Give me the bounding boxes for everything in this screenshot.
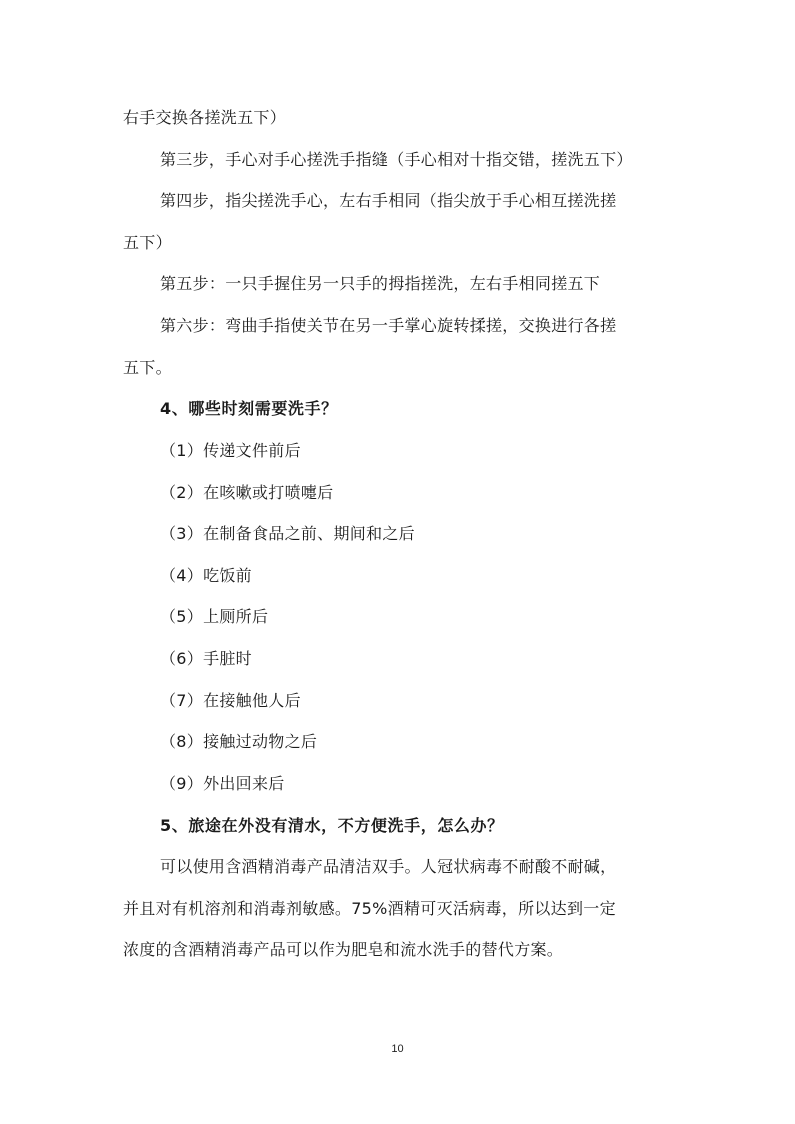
list-item: （3）在制备食品之前、期间和之后 bbox=[160, 524, 415, 543]
section5-heading: 5、旅途在外没有清水，不方便洗手，怎么办？ bbox=[160, 816, 504, 835]
list-item: （7）在接触他人后 bbox=[160, 691, 301, 710]
list-item: （8）接触过动物之后 bbox=[160, 732, 318, 751]
list-item: （5）上厕所后 bbox=[160, 607, 269, 626]
step6-continuation: 五下。 bbox=[123, 358, 172, 377]
step2-continuation: 右手交换各搓洗五下） bbox=[123, 108, 287, 127]
list-item: （9）外出回来后 bbox=[160, 774, 285, 793]
list-item: （6）手脏时 bbox=[160, 649, 252, 668]
list-item: （2）在咳嗽或打喷嚏后 bbox=[160, 483, 334, 502]
step5-text: 第五步：一只手握住另一只手的拇指搓洗，左右手相同搓五下 bbox=[160, 274, 601, 293]
step4-text: 第四步，指尖搓洗手心，左右手相同（指尖放于手心相互搓洗搓 bbox=[160, 191, 617, 210]
list-item: （1）传递文件前后 bbox=[160, 441, 301, 460]
page-number: 10 bbox=[391, 1043, 404, 1055]
step4-continuation: 五下） bbox=[123, 233, 172, 252]
section5-paragraph-line2: 并且对有机溶剂和消毒剂敏感。75%酒精可灭活病毒，所以达到一定 bbox=[123, 899, 616, 918]
step6-text: 第六步：弯曲手指使关节在另一手掌心旋转揉搓，交换进行各搓 bbox=[160, 316, 617, 335]
section5-paragraph-line3: 浓度的含酒精消毒产品可以作为肥皂和流水洗手的替代方案。 bbox=[123, 940, 564, 959]
section4-heading: 4、哪些时刻需要洗手？ bbox=[160, 399, 338, 418]
list-item: （4）吃饭前 bbox=[160, 566, 252, 585]
step3-text: 第三步，手心对手心搓洗手指缝（手心相对十指交错，搓洗五下） bbox=[160, 150, 633, 169]
section5-paragraph-line1: 可以使用含酒精消毒产品清洁双手。人冠状病毒不耐酸不耐碱， bbox=[160, 857, 617, 876]
